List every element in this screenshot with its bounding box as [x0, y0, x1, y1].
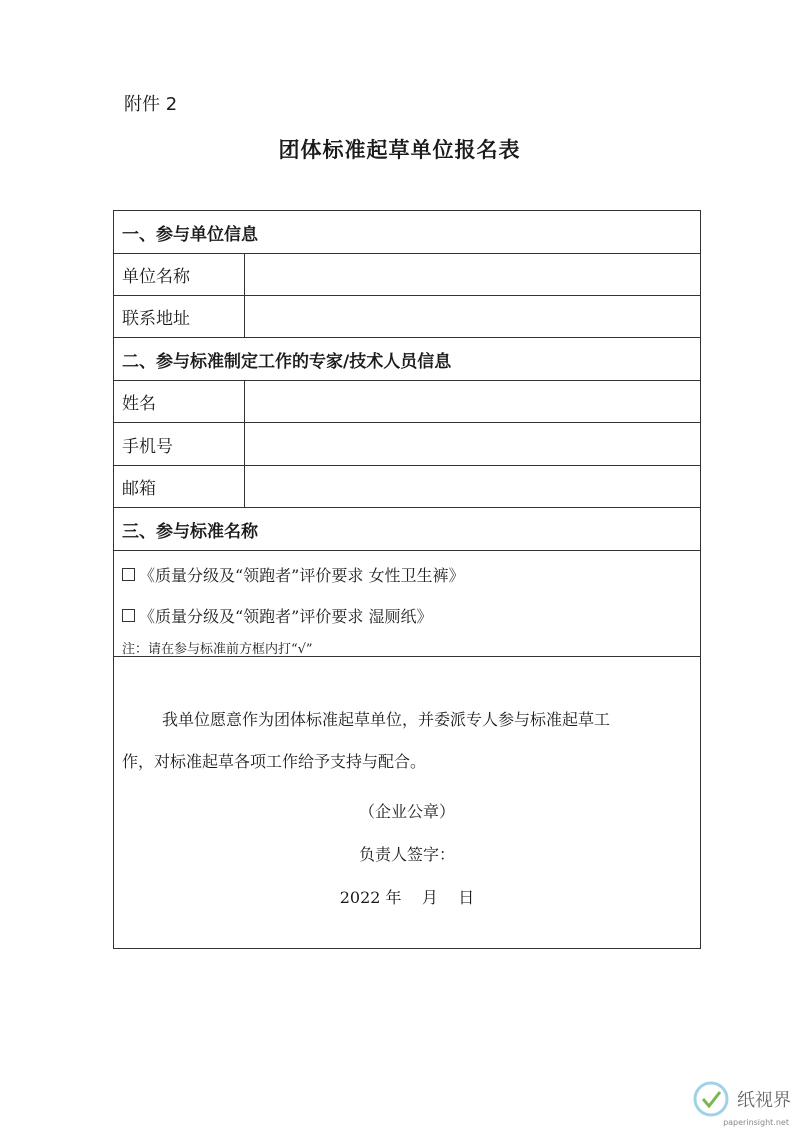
seal-label: （企业公章）	[358, 802, 455, 821]
checkbox[interactable]	[122, 609, 135, 622]
field-label: 邮箱	[114, 466, 245, 507]
watermark-text: 纸视界	[737, 1090, 791, 1111]
address-field[interactable]	[245, 296, 700, 337]
section-title: 一、参与单位信息	[122, 224, 258, 245]
field-row-name	[114, 381, 700, 423]
declaration-line-2: 作，对标准起草各项工作给予支持与配合。	[122, 752, 427, 771]
checkbox[interactable]	[122, 568, 135, 581]
watermark-logo-icon	[691, 1079, 731, 1119]
unit-name-field[interactable]	[245, 254, 700, 295]
field-row-email	[114, 466, 700, 508]
field-label: 联系地址	[114, 296, 245, 337]
date-label: 2022 年 月 日	[339, 888, 475, 907]
form-title: 团体标准起草单位报名表	[278, 138, 521, 162]
section-header-unit	[114, 211, 700, 254]
section-header-expert	[114, 338, 700, 381]
section-title: 二、参与标准制定工作的专家/技术人员信息	[122, 351, 452, 372]
option-label: 《质量分级及“领跑者”评价要求 女性卫生裤》	[139, 566, 465, 585]
standard-option-1[interactable]	[122, 563, 464, 586]
attachment-label: 附件 2	[124, 94, 178, 115]
email-field[interactable]	[245, 466, 700, 507]
field-row-phone	[114, 423, 700, 466]
name-field[interactable]	[245, 381, 700, 422]
section-title: 三、参与标准名称	[122, 521, 258, 542]
declaration-line-1: 我单位愿意作为团体标准起草单位，并委派专人参与标准起草工	[162, 710, 611, 729]
note-text: 注：请在参与标准前方框内打“√”	[122, 642, 313, 657]
field-label: 单位名称	[114, 254, 245, 295]
standard-option-2[interactable]	[122, 604, 432, 627]
field-row-address	[114, 296, 700, 338]
watermark-url: paperinsight.net	[723, 1118, 789, 1127]
option-label: 《质量分级及“领跑者”评价要求 湿厕纸》	[139, 607, 433, 626]
field-label: 手机号	[114, 423, 245, 465]
signature-label: 负责人签字：	[358, 845, 455, 864]
section-header-standard	[114, 508, 700, 551]
field-row-unit-name	[114, 254, 700, 296]
field-label: 姓名	[114, 381, 245, 422]
phone-field[interactable]	[245, 423, 700, 465]
watermark	[691, 1079, 791, 1119]
declaration-block	[114, 657, 700, 949]
registration-form	[113, 210, 701, 949]
